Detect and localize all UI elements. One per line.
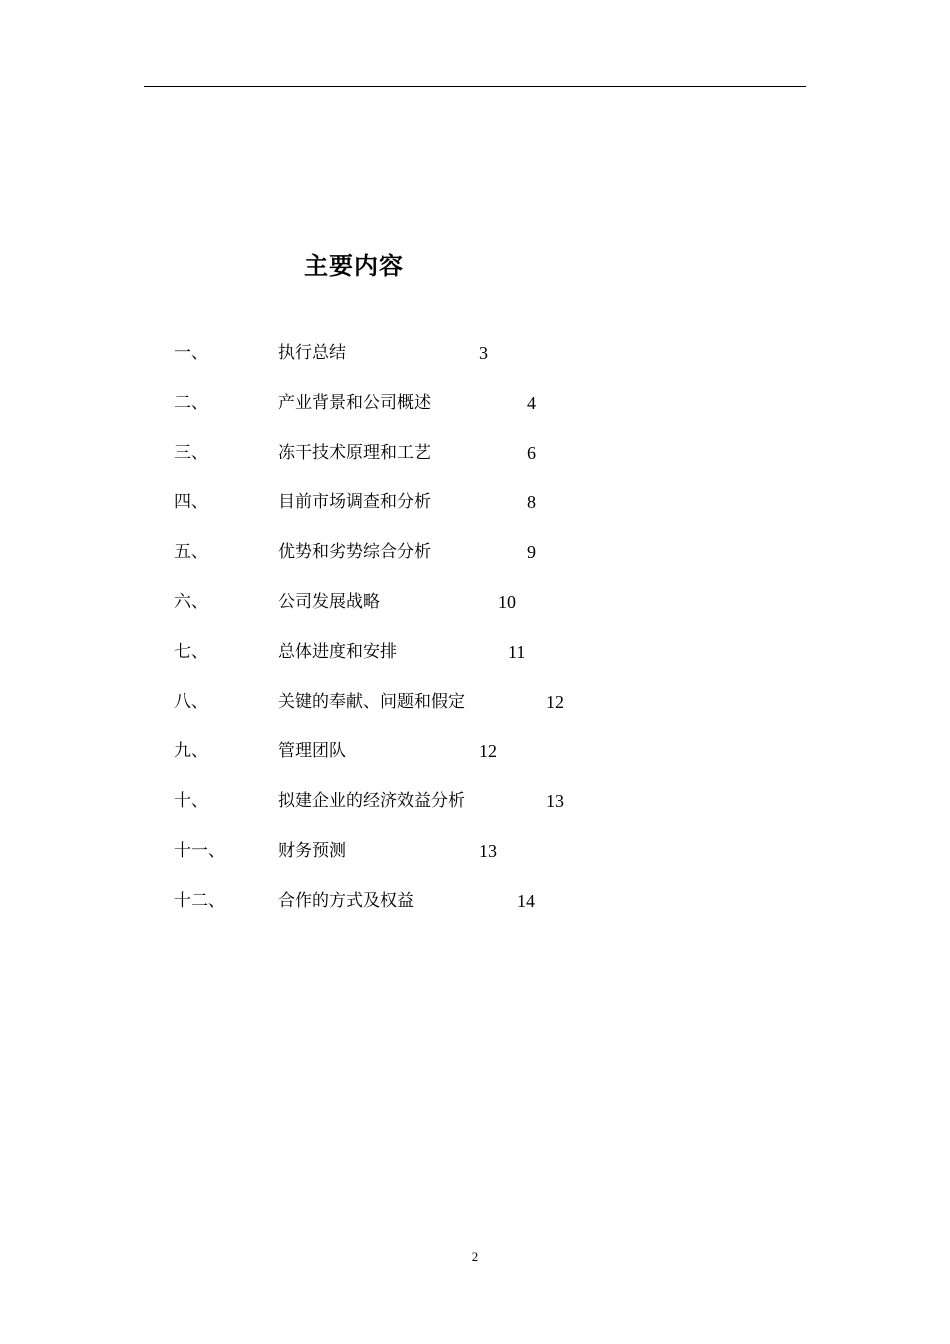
toc-entry-label: 管理团队 [278,741,346,761]
toc-entry-page: 3 [479,343,488,363]
toc-entry[interactable] [0,639,950,665]
toc-title: 主要内容 [304,252,404,280]
toc-entry[interactable] [0,788,950,814]
toc-entry-page: 12 [479,741,497,761]
toc-entry-number: 六、 [174,592,208,612]
toc-entry-label: 合作的方式及权益 [278,891,414,911]
toc-entry[interactable] [0,689,950,715]
toc-entry-label: 目前市场调查和分析 [278,492,431,512]
toc-entry-label: 执行总结 [278,343,346,363]
toc-entry-page: 12 [546,692,564,712]
toc-entry-number: 二、 [174,393,208,413]
toc-entry-page: 4 [527,393,536,413]
toc-entry-label: 总体进度和安排 [278,642,397,662]
page-number: 2 [471,1249,479,1264]
toc-entry-page: 8 [527,492,536,512]
toc-entry-label: 公司发展战略 [278,592,380,612]
toc-entry-label: 优势和劣势综合分析 [278,542,431,562]
toc-entry-number: 十二、 [174,891,225,911]
toc-entry[interactable] [0,340,950,366]
toc-entry[interactable] [0,489,950,515]
toc-entry-number: 八、 [174,692,208,712]
toc-entry[interactable] [0,738,950,764]
toc-entry-page: 14 [517,891,535,911]
toc-entry-label: 拟建企业的经济效益分析 [278,791,465,811]
toc-entry[interactable] [0,390,950,416]
toc-entry-number: 一、 [174,343,208,363]
toc-entry-number: 十、 [174,791,208,811]
toc-entry-number: 九、 [174,741,208,761]
toc-entry[interactable] [0,539,950,565]
toc-entry-number: 七、 [174,642,208,662]
toc-entry[interactable] [0,888,950,914]
toc-entry[interactable] [0,838,950,864]
toc-entry-label: 冻干技术原理和工艺 [278,443,431,463]
toc-entry-number: 五、 [174,542,208,562]
toc-entry-page: 10 [498,592,516,612]
toc-entry-number: 十一、 [174,841,225,861]
toc-entry-number: 四、 [174,492,208,512]
toc-entry-number: 三、 [174,443,208,463]
toc-entry-page: 11 [508,642,526,662]
toc-entry-label: 产业背景和公司概述 [278,393,431,413]
toc-entry-label: 关键的奉献、问题和假定 [278,692,465,712]
toc-entry[interactable] [0,589,950,615]
toc-entry-page: 13 [546,791,564,811]
toc-entry-page: 13 [479,841,497,861]
toc-entry-page: 6 [527,443,536,463]
toc-entry[interactable] [0,440,950,466]
toc-entry-page: 9 [527,542,536,562]
toc-entry-label: 财务预测 [278,841,346,861]
